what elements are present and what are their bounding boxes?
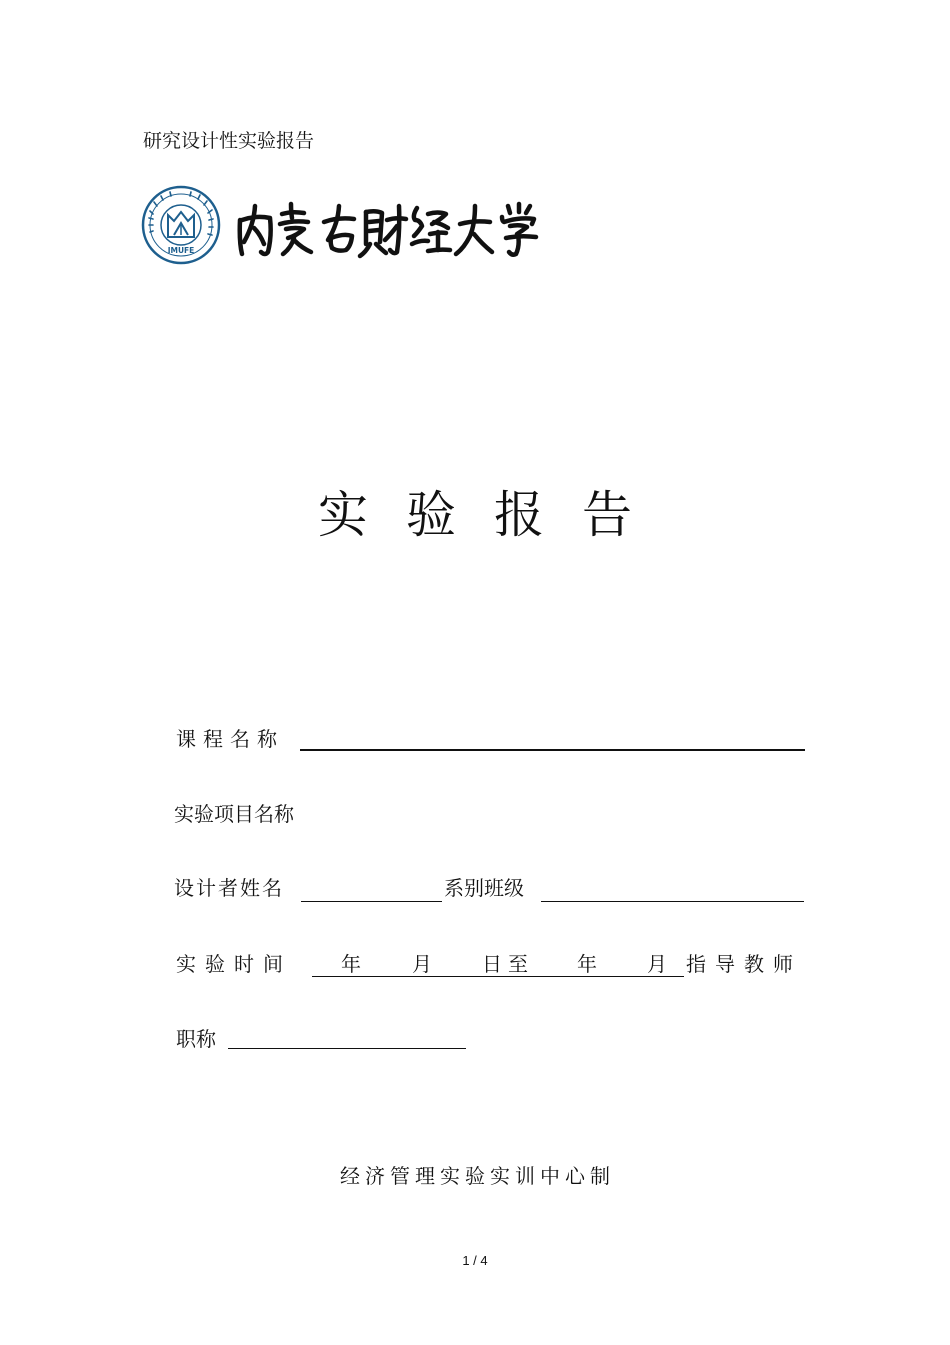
department-class-line <box>541 901 804 902</box>
time-month-end: 月 <box>647 952 667 976</box>
document-header: 研究设计性实验报告 <box>143 130 315 152</box>
designer-name-label: 设计者姓名 <box>174 876 284 900</box>
time-day: 日 <box>482 952 502 976</box>
course-name-label: 课程名称 <box>176 727 284 751</box>
job-title-line <box>228 1048 466 1049</box>
course-name-line <box>300 749 805 751</box>
project-name-label: 实验项目名称 <box>174 802 294 826</box>
university-seal-icon <box>141 185 221 265</box>
time-year-end: 年 <box>577 952 597 976</box>
seal-text: IMUFE <box>167 246 195 255</box>
designer-name-line <box>301 901 442 902</box>
experiment-time-label: 实验时间 <box>176 952 292 976</box>
footer-issuer: 经济管理实验实训中心制 <box>340 1164 615 1188</box>
university-name-logo <box>234 198 540 262</box>
time-to: 至 <box>508 952 528 976</box>
department-class-label: 系别班级 <box>444 876 524 900</box>
time-month-start: 月 <box>412 952 432 976</box>
job-title-label: 职称 <box>176 1027 216 1051</box>
main-title: 实验报告 <box>318 486 670 544</box>
advisor-label: 指导教师 <box>686 952 802 976</box>
time-year-start: 年 <box>341 952 361 976</box>
page-number: 1 / 4 <box>462 1253 488 1268</box>
